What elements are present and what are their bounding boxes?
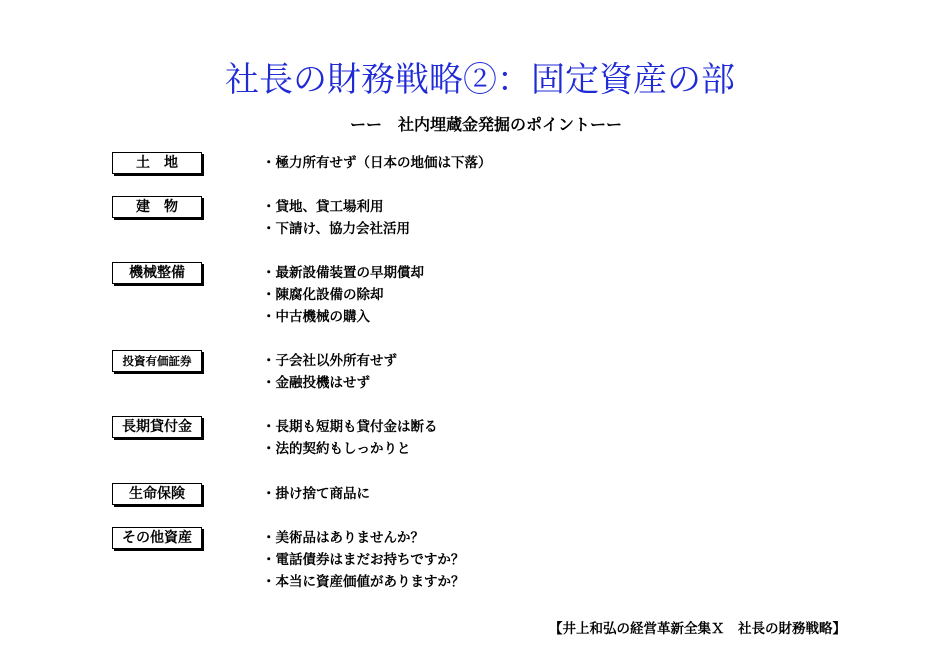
list-item: ・本当に資産価値がありますか？ bbox=[262, 574, 465, 590]
list-item: ・極力所有せず（日本の地価は下落） bbox=[262, 155, 492, 171]
footer-source: 【井上和弘の経営革新全集Ｘ 社長の財務戦略】 bbox=[549, 621, 846, 637]
list-item: ・電話債券はまだお持ちですか？ bbox=[262, 552, 465, 568]
section-items-other-assets bbox=[262, 527, 465, 593]
page-title: 社長の財務戦略②：固定資産の部 bbox=[225, 60, 735, 100]
section-label-long-term-loans: 長期貸付金 bbox=[112, 416, 202, 438]
section-items-long-term-loans bbox=[262, 416, 438, 460]
list-item: ・下請け、協力会社活用 bbox=[262, 221, 410, 237]
section-items-securities bbox=[262, 350, 397, 394]
section-items-land bbox=[262, 152, 492, 174]
list-item: ・掛け捨て商品に bbox=[262, 486, 370, 502]
list-item: ・子会社以外所有せず bbox=[262, 353, 397, 369]
list-item: ・金融投機はせず bbox=[262, 375, 370, 391]
section-label-machinery: 機械整備 bbox=[112, 262, 202, 284]
section-label-building: 建 物 bbox=[112, 196, 202, 218]
list-item: ・長期も短期も貸付金は断る bbox=[262, 419, 438, 435]
section-label-life-insurance: 生命保険 bbox=[112, 483, 202, 505]
list-item: ・陳腐化設備の除却 bbox=[262, 287, 384, 303]
section-items-life-insurance bbox=[262, 483, 370, 505]
section-items-building bbox=[262, 196, 410, 240]
section-label-other-assets: その他資産 bbox=[112, 527, 202, 549]
section-label-land: 土 地 bbox=[112, 152, 202, 174]
list-item: ・最新設備装置の早期償却 bbox=[262, 265, 424, 281]
list-item: ・美術品はありませんか？ bbox=[262, 530, 424, 546]
list-item: ・中古機械の購入 bbox=[262, 309, 370, 325]
section-items-machinery bbox=[262, 262, 424, 328]
page-subtitle: ーー 社内埋蔵金発掘のポイントーー bbox=[350, 115, 623, 134]
section-label-securities: 投資有価証券 bbox=[112, 350, 202, 372]
list-item: ・法的契約もしっかりと bbox=[262, 441, 411, 457]
list-item: ・貸地、貸工場利用 bbox=[262, 199, 384, 215]
